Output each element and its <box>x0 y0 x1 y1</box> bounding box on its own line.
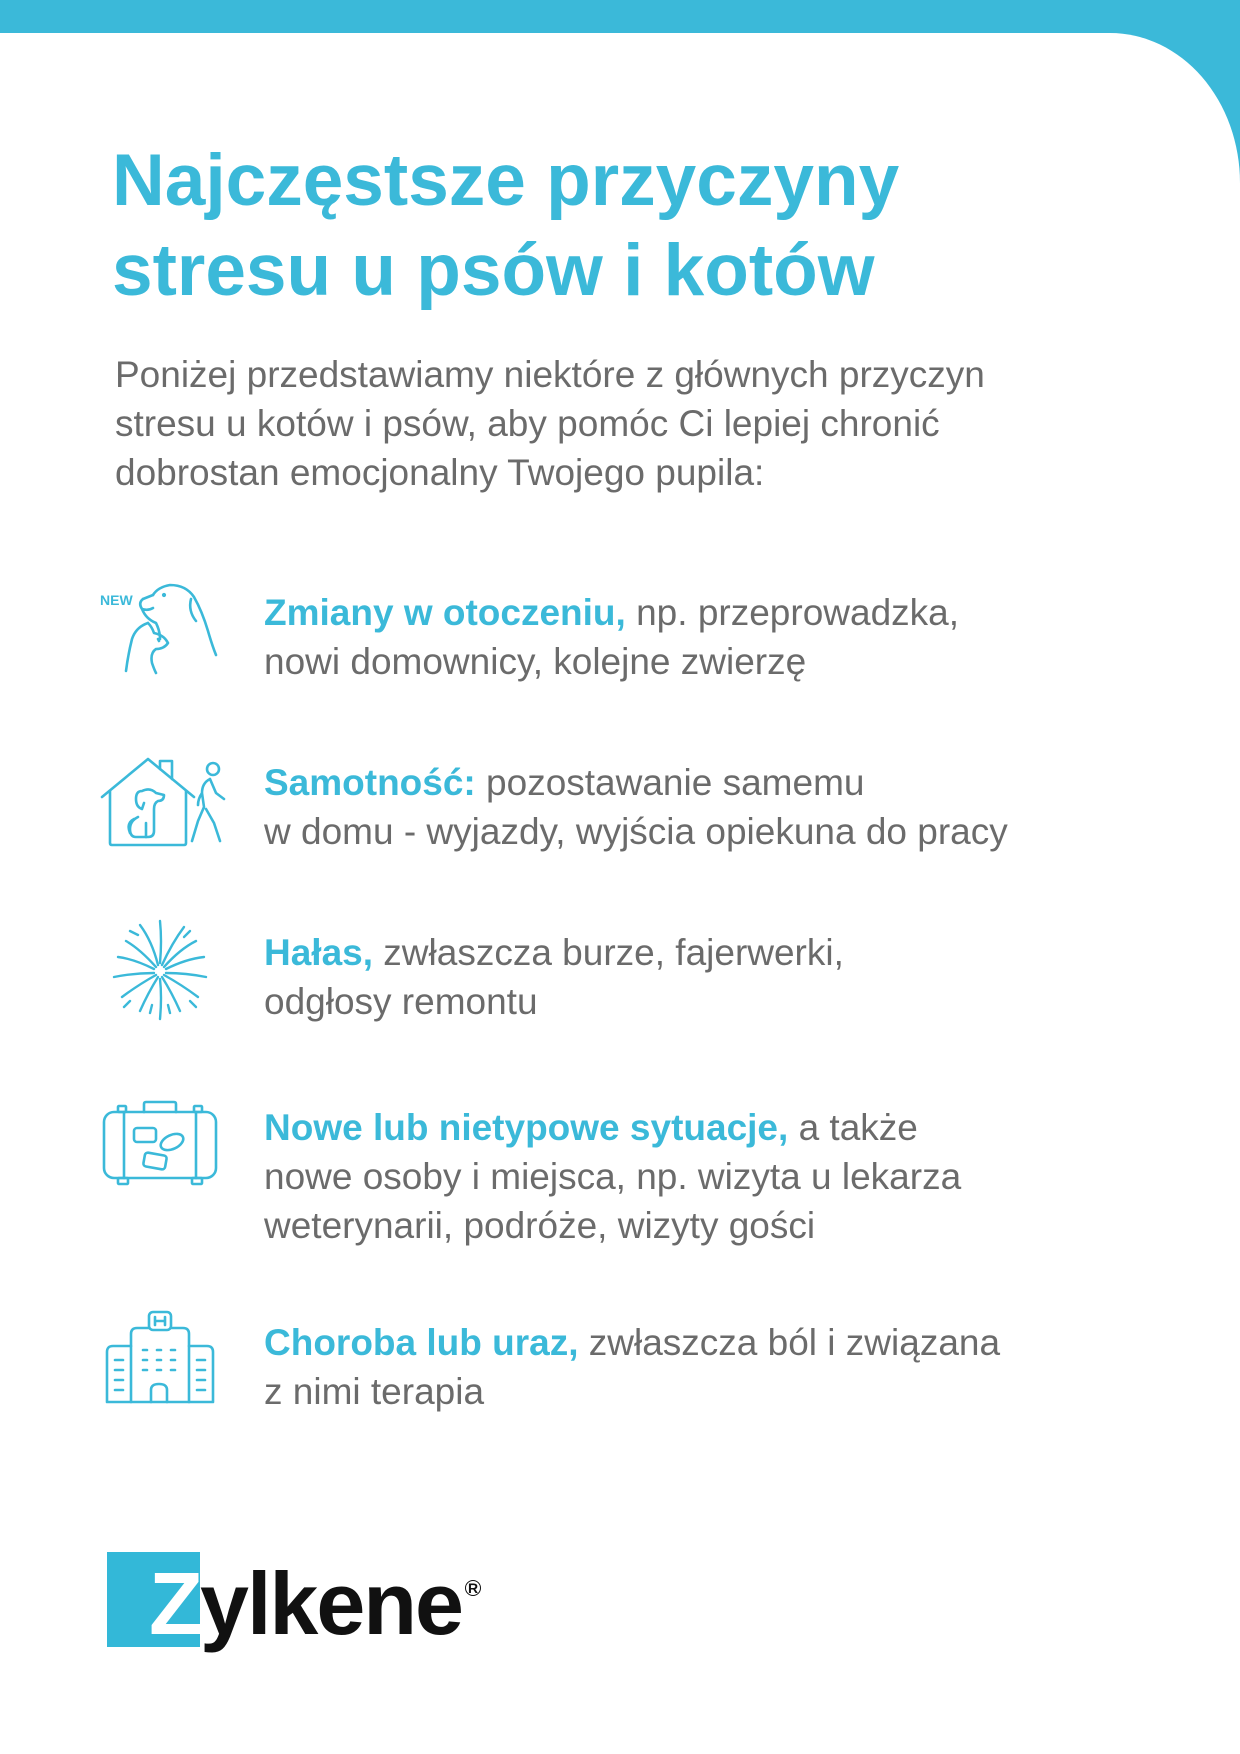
suitcase-icon <box>100 1098 220 1193</box>
page-title <box>112 136 1112 316</box>
item-lead: Zmiany w otoczeniu, <box>264 592 626 633</box>
item-line-1: Samotność: pozostawanie samemu <box>264 762 865 803</box>
logo-letter-z: Z <box>149 1554 203 1653</box>
item-text <box>264 1318 1204 1416</box>
svg-text:NEW: NEW <box>100 592 133 608</box>
item-line-3: weterynarii, podróże, wizyty gości <box>264 1205 816 1246</box>
item-line-2: odgłosy remontu <box>264 981 538 1022</box>
intro-line-3: dobrostan emocjonalny Twojego pupila: <box>115 452 765 493</box>
item-text <box>264 588 1204 686</box>
item-lead: Samotność: <box>264 762 476 803</box>
item-lead: Hałas, <box>264 932 374 973</box>
dog-cat-new-icon <box>98 575 223 675</box>
item-lead: Nowe lub nietypowe sytuacje, <box>264 1107 789 1148</box>
hospital-icon <box>103 1310 218 1405</box>
intro-paragraph <box>115 350 1095 497</box>
item-line-1: Zmiany w otoczeniu, np. przeprowadzka, <box>264 592 960 633</box>
item-lead: Choroba lub uraz, <box>264 1322 579 1363</box>
fireworks-icon <box>108 915 213 1025</box>
item-line-1: Choroba lub uraz, zwłaszcza ból i związana <box>264 1322 1001 1363</box>
intro-line-2: stresu u kotów i psów, aby pomóc Ci lepiej chronić <box>115 403 940 444</box>
item-line-2: nowe osoby i miejsca, np. wizyta u lekarza <box>264 1156 962 1197</box>
house-dog-person-leaving-icon <box>98 753 228 848</box>
item-line-2: z nimi terapia <box>264 1371 485 1412</box>
registered-mark-icon: R <box>465 1580 481 1596</box>
title-line-1: Najczęstsze przyczyny <box>112 140 900 221</box>
logo-wordmark: ylkene <box>200 1554 462 1653</box>
item-line-1: Nowe lub nietypowe sytuacje, a także <box>264 1107 918 1148</box>
item-line-2: nowi domownicy, kolejne zwierzę <box>264 641 807 682</box>
item-line-1: Hałas, zwłaszcza burze, fajerwerki, <box>264 932 844 973</box>
item-text <box>264 928 1204 1026</box>
item-text <box>264 1103 1204 1250</box>
item-text <box>264 758 1204 856</box>
item-line-2: w domu - wyjazdy, wyjścia opiekuna do pracy <box>264 811 1008 852</box>
intro-line-1: Poniżej przedstawiamy niektóre z głównych przyczyn <box>115 354 985 395</box>
zylkene-logo <box>107 1552 507 1652</box>
title-line-2: stresu u psów i kotów <box>112 230 875 311</box>
